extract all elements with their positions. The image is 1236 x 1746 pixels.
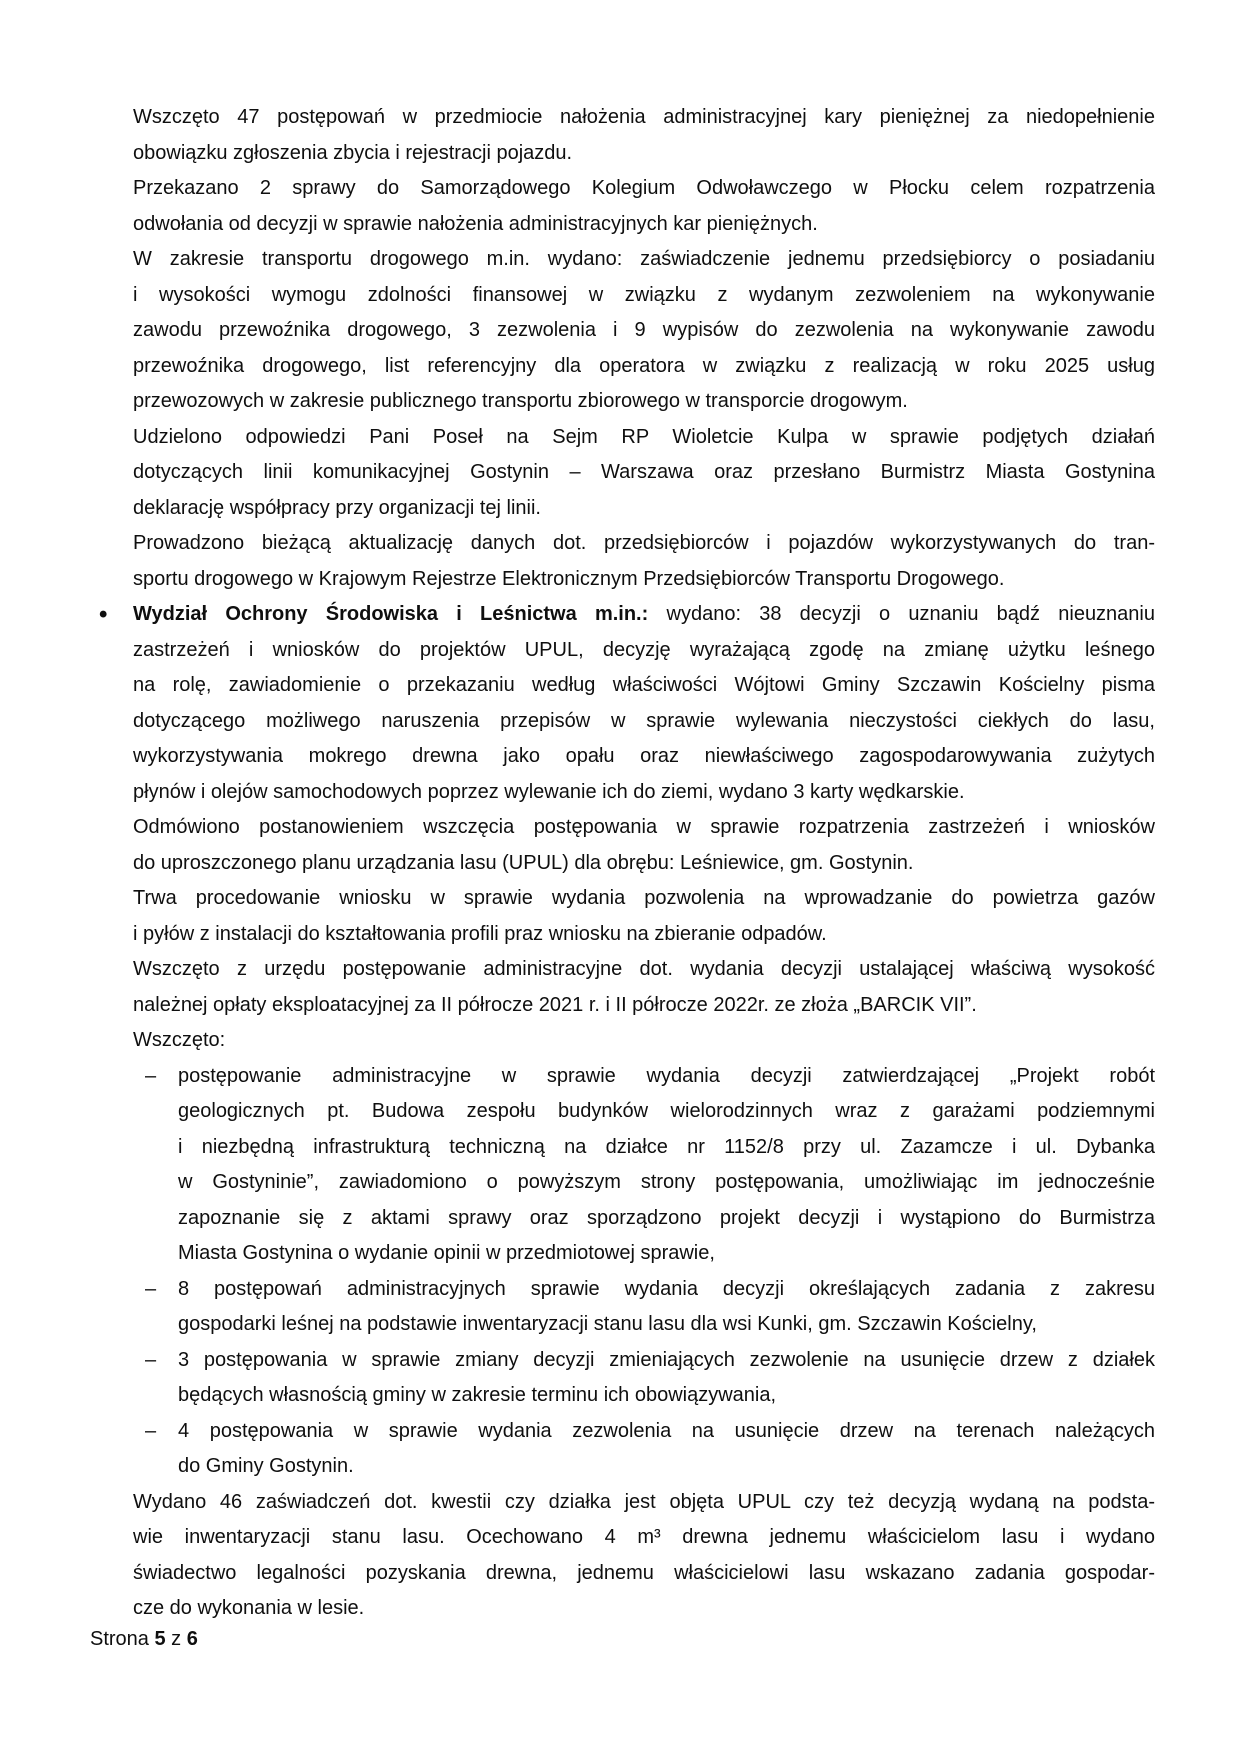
text-line xyxy=(133,704,1155,740)
text-line xyxy=(133,313,1155,349)
paragraph xyxy=(133,1485,1155,1627)
line-text: W zakresie transportu drogowego m.in. wydano: zaświadczenie jednemu przedsiębiorcy o posiadaniu xyxy=(133,248,1155,270)
text-line xyxy=(178,1307,1155,1343)
line-text: odwołania od decyzji w sprawie nałożenia administracyjnych kar pieniężnych. xyxy=(133,212,818,235)
footer-separator: z xyxy=(165,1628,187,1650)
line-text: będących własnością gminy w zakresie terminu ich obowiązywania, xyxy=(178,1384,777,1406)
line-text: dotyczącego możliwego naruszenia przepisów w sprawie wylewania nieczystości ciekłych do lasu, xyxy=(133,709,1155,732)
paragraph xyxy=(133,526,1155,597)
text-line xyxy=(178,1414,1155,1450)
line-text: dotyczących linii komunikacyjnej Gostynin – Warszawa oraz przesłano Burmistrz Miasta Gostynina xyxy=(133,461,1155,483)
line-text: w Gostyninie”, zawiadomiono o powyższym strony postępowania, umożliwiając im jednocześnie xyxy=(178,1171,1155,1193)
text-line xyxy=(133,739,1155,775)
document-content xyxy=(99,100,1155,1627)
text-line xyxy=(133,562,1155,598)
line-text: cze do wykonania w lesie. xyxy=(133,1597,365,1619)
text-line xyxy=(133,988,1155,1024)
dash-marker-icon: – xyxy=(145,1064,157,1087)
text-line xyxy=(133,668,1155,704)
line-text: należnej opłaty eksploatacyjnej za II półrocze 2021 r. i II półrocze 2022r. ze złoża „BARCIK VII”. xyxy=(133,993,977,1016)
line-text: Wszczęto: xyxy=(133,1029,226,1051)
text-line xyxy=(178,1272,1155,1308)
bold-run: Wydział Ochrony Środowiska i Leśnictwa m.in.: xyxy=(133,603,649,625)
line-text: Udzielono odpowiedzi Pani Poseł na Sejm RP Wioletcie Kulpa w sprawie podjętych działań xyxy=(133,425,1155,448)
text-line xyxy=(133,491,1155,527)
line-text: Odmówiono postanowieniem wszczęcia postępowania w sprawie rozpatrzenia zastrzeżeń i wniosków xyxy=(133,816,1155,838)
text-line xyxy=(133,207,1155,243)
line-text: 8 postępowań administracyjnych sprawie wydania decyzji określających zadania z zakresu xyxy=(178,1277,1155,1300)
paragraph xyxy=(133,1023,1155,1059)
text-line xyxy=(133,952,1155,988)
line-text: wykorzystywania mokrego drewna jako opału oraz niewłaściwego zagospodarowywania zużytych xyxy=(133,745,1155,767)
text-line xyxy=(133,349,1155,385)
paragraph xyxy=(133,881,1155,952)
line-text: Wydano 46 zaświadczeń dot. kwestii czy działka jest objęta UPUL czy też decyzją wydaną na podsta- xyxy=(133,1490,1155,1513)
text-line xyxy=(133,384,1155,420)
text-line xyxy=(133,917,1155,953)
text-line xyxy=(133,1485,1155,1521)
text-line xyxy=(133,526,1155,562)
footer-total-pages: 6 xyxy=(186,1628,198,1650)
paragraph xyxy=(133,242,1155,420)
line-text: zawodu przewoźnika drogowego, 3 zezwolenia i 9 wypisów do zezwolenia na wykonywanie zawodu xyxy=(133,319,1155,341)
dash-item xyxy=(133,1059,1155,1272)
line-text: 4 postępowania w sprawie wydania zezwolenia na usunięcie drzew na terenach należących xyxy=(178,1419,1155,1442)
text-line xyxy=(178,1165,1155,1201)
text-line xyxy=(133,881,1155,917)
line-text: geologicznych pt. Budowa zespołu budynków wielorodzinnych wraz z garażami podziemnymi xyxy=(178,1100,1155,1122)
text-line xyxy=(133,100,1155,136)
text-line xyxy=(178,1378,1155,1414)
dash-marker-icon: – xyxy=(145,1277,157,1300)
line-text: Prowadzono bieżącą aktualizację danych dot. przedsiębiorców i pojazdów wykorzystywanych do tran- xyxy=(133,532,1155,554)
line-text: na rolę, zawiadomienie o przekazaniu według właściwości Wójtowi Gminy Szczawin Kościelny pisma xyxy=(133,674,1155,696)
text-line xyxy=(133,810,1155,846)
footer-label: Strona xyxy=(90,1628,155,1650)
paragraph xyxy=(133,952,1155,1023)
line-text: deklarację współpracy przy organizacji tej linii. xyxy=(133,496,541,519)
line-text: 3 postępowania w sprawie zmiany decyzji zmieniających zezwolenie na usunięcie drzew z działek xyxy=(178,1348,1155,1371)
bullet-item xyxy=(99,597,1155,810)
dash-item xyxy=(133,1414,1155,1485)
text-line xyxy=(133,1023,1155,1059)
dash-marker-icon: – xyxy=(145,1348,157,1371)
line-text: wydano: 38 decyzji o uznaniu bądź nieuznaniu xyxy=(648,603,1155,625)
text-line xyxy=(133,633,1155,669)
text-line xyxy=(133,775,1155,811)
line-text: do uproszczonego planu urządzania lasu (UPUL) dla obrębu: Leśniewice, gm. Gostynin. xyxy=(133,851,914,874)
paragraph xyxy=(133,810,1155,881)
line-text: Wszczęto z urzędu postępowanie administracyjne dot. wydania decyzji ustalającej właściwą wysokość xyxy=(133,958,1155,980)
text-line xyxy=(133,1591,1155,1627)
text-line xyxy=(178,1059,1155,1095)
line-text: płynów i olejów samochodowych poprzez wylewanie ich do ziemi, wydano 3 karty wędkarskie. xyxy=(133,780,965,803)
bullet-marker-icon: • xyxy=(99,601,108,628)
paragraph xyxy=(133,171,1155,242)
text-line xyxy=(178,1094,1155,1130)
text-line xyxy=(133,171,1155,207)
text-line xyxy=(133,846,1155,882)
line-text: Wszczęto 47 postępowań w przedmiocie nałożenia administracyjnej kary pieniężnej za niedopełnienie xyxy=(133,106,1155,128)
page-footer xyxy=(90,1625,198,1653)
dash-marker-icon: – xyxy=(145,1419,157,1442)
line-text: przewozowych w zakresie publicznego transportu zbiorowego w transporcie drogowym. xyxy=(133,390,908,412)
text-line xyxy=(178,1201,1155,1237)
paragraph xyxy=(133,100,1155,171)
text-line xyxy=(133,597,1155,633)
text-line xyxy=(133,455,1155,491)
line-text: do Gminy Gostynin. xyxy=(178,1455,354,1477)
paragraph xyxy=(133,420,1155,527)
text-line xyxy=(133,136,1155,172)
line-text: gospodarki leśnej na podstawie inwentaryzacji stanu lasu dla wsi Kunki, gm. Szczawin Kościelny, xyxy=(178,1313,1037,1335)
text-line xyxy=(133,1556,1155,1592)
text-line xyxy=(133,420,1155,456)
line-text: świadectwo legalności pozyskania drewna, jednemu właścicielowi lasu wskazano zadania gospodar- xyxy=(133,1561,1155,1584)
line-text: wie inwentaryzacji stanu lasu. Ocechowano 4 m³ drewna jednemu właścicielom lasu i wydano xyxy=(133,1526,1155,1548)
line-text: Trwa procedowanie wniosku w sprawie wydania pozwolenia na wprowadzanie do powietrza gazów xyxy=(133,887,1155,909)
line-text: postępowanie administracyjne w sprawie wydania decyzji zatwierdzającej „Projekt robót xyxy=(178,1064,1155,1087)
dash-item xyxy=(133,1272,1155,1343)
dash-item xyxy=(133,1343,1155,1414)
text-line xyxy=(133,242,1155,278)
line-text: Przekazano 2 sprawy do Samorządowego Kolegium Odwoławczego w Płocku celem rozpatrzenia xyxy=(133,177,1155,199)
line-text: i wysokości wymogu zdolności finansowej w związku z wydanym zezwoleniem na wykonywanie xyxy=(133,283,1155,306)
text-line xyxy=(178,1236,1155,1272)
line-text: Miasta Gostynina o wydanie opinii w przedmiotowej sprawie, xyxy=(178,1242,715,1264)
footer-page-number: 5 xyxy=(154,1628,166,1650)
text-line xyxy=(133,278,1155,314)
line-text: zapoznanie się z aktami sprawy oraz sporządzono projekt decyzji i wystąpiono do Burmistrza xyxy=(178,1206,1155,1229)
text-line xyxy=(178,1130,1155,1166)
line-text: obowiązku zgłoszenia zbycia i rejestracji pojazdu. xyxy=(133,141,573,164)
text-line xyxy=(133,1520,1155,1556)
line-text: zastrzeżeń i wniosków do projektów UPUL, decyzję wyrażającą zgodę na zmianę użytku leśnego xyxy=(133,638,1155,661)
line-text: i niezbędną infrastrukturą techniczną na działce nr 1152/8 przy ul. Zazamcze i ul. Dybanka xyxy=(178,1135,1155,1158)
text-line xyxy=(178,1343,1155,1379)
line-text: i pyłów z instalacji do kształtowania profili praz wniosku na zbieranie odpadów. xyxy=(133,922,827,945)
text-line xyxy=(178,1449,1155,1485)
line-text: przewoźnika drogowego, list referencyjny dla operatora w związku z realizacją w roku 2025 usług xyxy=(133,354,1155,377)
line-text: sportu drogowego w Krajowym Rejestrze Elektronicznym Przedsiębiorców Transportu Drogowego. xyxy=(133,567,1005,590)
